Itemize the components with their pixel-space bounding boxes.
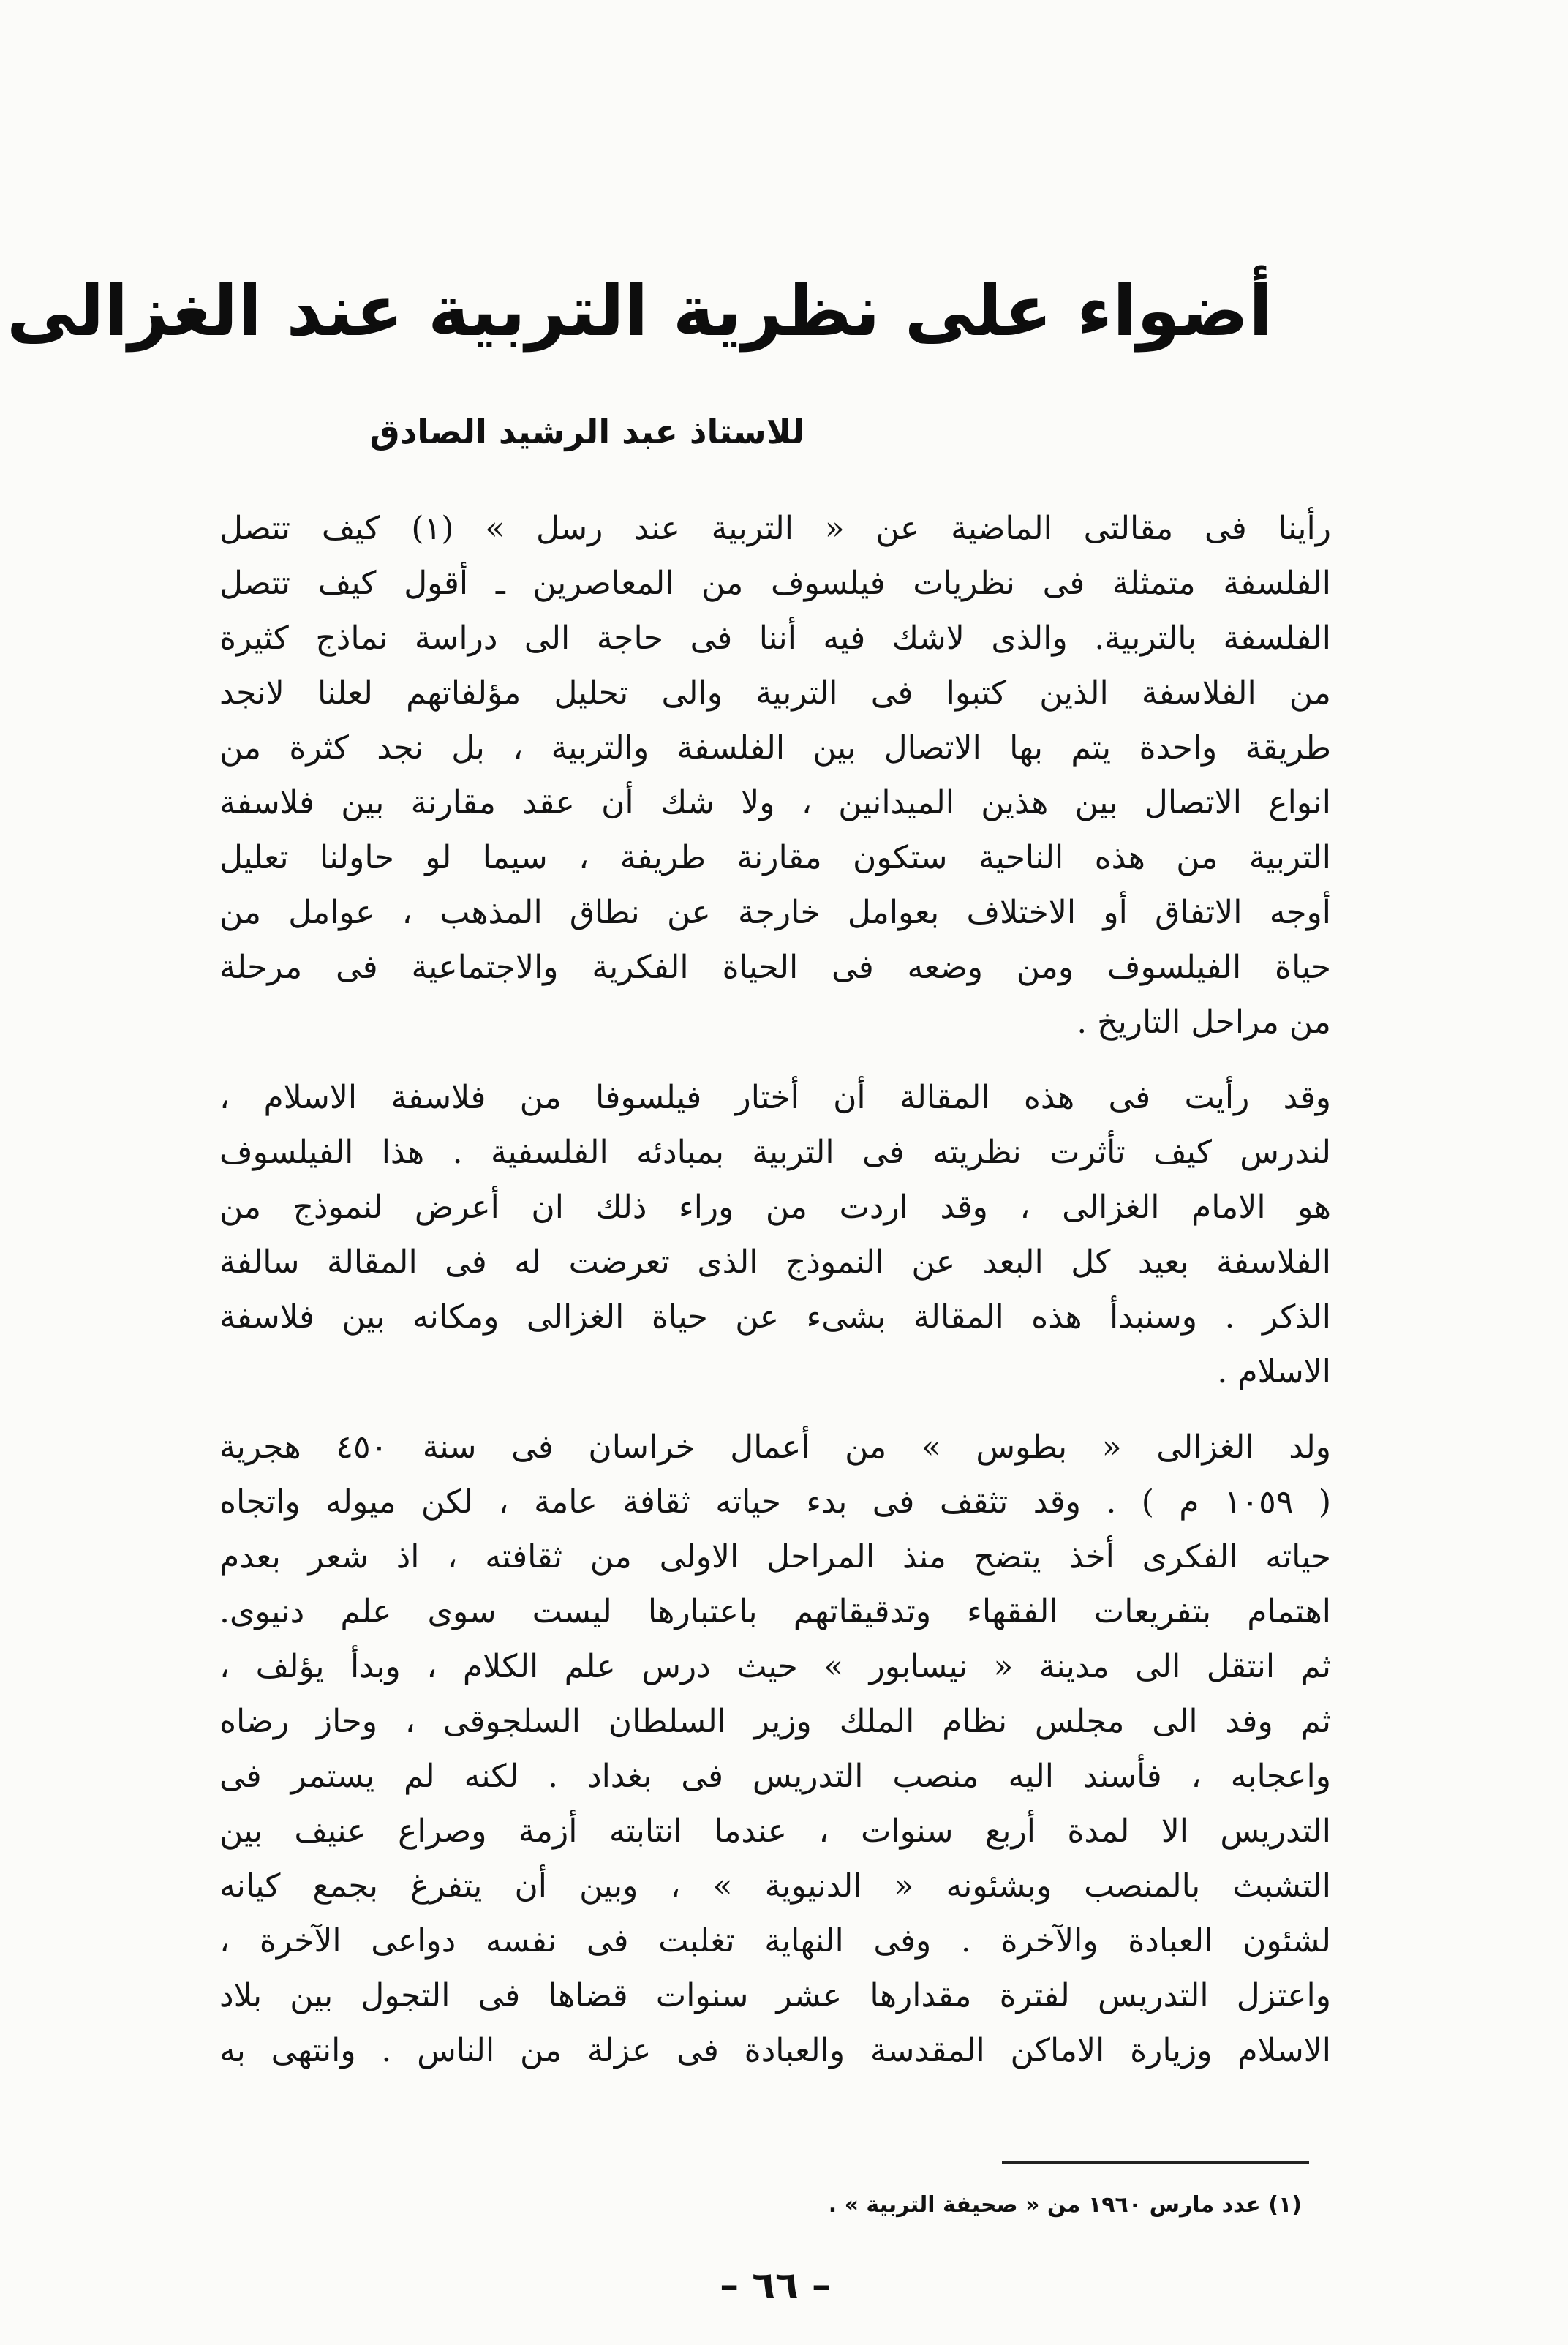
text-line: الذكر . وسنبدأ هذه المقالة بشىء عن حياة الغزالى ومكانه بين فلاسفة <box>219 1298 1331 1336</box>
text-line: من مراحل التاريخ . <box>1077 1004 1331 1041</box>
text-line: طريقة واحدة يتم بها الاتصال بين الفلسفة والتربية ، بل نجد كثرة من <box>219 729 1331 767</box>
text-line: الاسلام وزيارة الاماكن المقدسة والعبادة فى عزلة من الناس . وانتهى به <box>219 2032 1331 2069</box>
text-line: واعجابه ، فأسند اليه منصب التدريس فى بغداد . لكنه لم يستمر فى <box>219 1758 1331 1795</box>
footnote-divider <box>1002 2161 1309 2164</box>
text-line: أوجه الاتفاق أو الاختلاف بعوامل خارجة عن نطاق المذهب ، عوامل من <box>219 894 1331 931</box>
text-line: هو الامام الغزالى ، وقد اردت من وراء ذلك ان أعرض لنموذج من <box>219 1189 1331 1226</box>
article-title: أضواء على نظرية التربية عند الغزالى <box>7 270 1273 352</box>
text-line: الاسلام . <box>1217 1353 1331 1390</box>
text-line: التشبث بالمنصب وبشئونه « الدنيوية » ، وبين أن يتفرغ بجمع كيانه <box>219 1867 1331 1905</box>
text-line: ثم انتقل الى مدينة « نيسابور » حيث درس علم الكلام ، وبدأ يؤلف ، <box>219 1648 1331 1685</box>
text-line: رأينا فى مقالتى الماضية عن « التربية عند رسل » (١) كيف تتصل <box>219 510 1331 547</box>
article-body <box>219 501 1331 2099</box>
text-line: الفلسفة بالتربية. والذى لاشك فيه أننا فى حاجة الى دراسة نماذج كثيرة <box>219 620 1331 657</box>
text-line: ثم وفد الى مجلس نظام الملك وزير السلطان السلجوقى ، وحاز رضاه <box>219 1703 1331 1740</box>
text-line: ( ١٠٥٩ م ) . وقد تثقف فى بدء حياته ثقافة عامة ، لكن ميوله واتجاه <box>219 1483 1331 1521</box>
text-line: الفلسفة متمثلة فى نظريات فيلسوف من المعاصرين ـ أقول كيف تتصل <box>219 565 1331 602</box>
text-line: لندرس كيف تأثرت نظريته فى التربية بمبادئه الفلسفية . هذا الفيلسوف <box>219 1134 1331 1171</box>
text-line: من الفلاسفة الذين كتبوا فى التربية والى تحليل مؤلفاتهم لعلنا لانجد <box>219 674 1331 712</box>
text-line: حياته الفكرى أخذ يتضح منذ المراحل الاولى من ثقافته ، اذ شعر بعدم <box>219 1538 1331 1576</box>
text-line: التربية من هذه الناحية ستكون مقارنة طريفة ، سيما لو حاولنا تعليل <box>219 839 1331 876</box>
footnote: (١) عدد مارس ١٩٦٠ من « صحيفة التربية » . <box>828 2192 1302 2218</box>
paragraph-3 <box>219 1420 1331 2078</box>
text-line: انواع الاتصال بين هذين الميدانين ، ولا شك أن عقد مقارنة بين فلاسفة <box>219 784 1331 821</box>
paragraph-2 <box>219 1070 1331 1399</box>
text-line: الفلاسفة بعيد كل البعد عن النموذج الذى تعرضت له فى المقالة سالفة <box>219 1243 1331 1281</box>
page-number: – ٦٦ – <box>720 2264 831 2308</box>
text-line: التدريس الا لمدة أربع سنوات ، عندما انتابته أزمة وصراع عنيف بين <box>219 1813 1331 1850</box>
text-line: لشئون العبادة والآخرة . وفى النهاية تغلبت فى نفسه دواعى الآخرة ، <box>219 1922 1331 1960</box>
text-line: حياة الفيلسوف ومن وضعه فى الحياة الفكرية والاجتماعية فى مرحلة <box>219 949 1331 986</box>
text-line: اهتمام بتفريعات الفقهاء وتدقيقاتهم باعتبارها ليست سوى علم دنيوى. <box>219 1593 1331 1630</box>
text-line: ولد الغزالى « بطوس » من أعمال خراسان فى سنة ٤٥٠ هجرية <box>219 1429 1331 1466</box>
text-line: واعتزل التدريس لفترة مقدارها عشر سنوات قضاها فى التجول بين بلاد <box>219 1977 1331 2014</box>
text-line: وقد رأيت فى هذه المقالة أن أختار فيلسوفا من فلاسفة الاسلام ، <box>219 1079 1331 1116</box>
paragraph-1 <box>219 501 1331 1050</box>
article-author: للاستاذ عبد الرشيد الصادق <box>369 412 804 451</box>
